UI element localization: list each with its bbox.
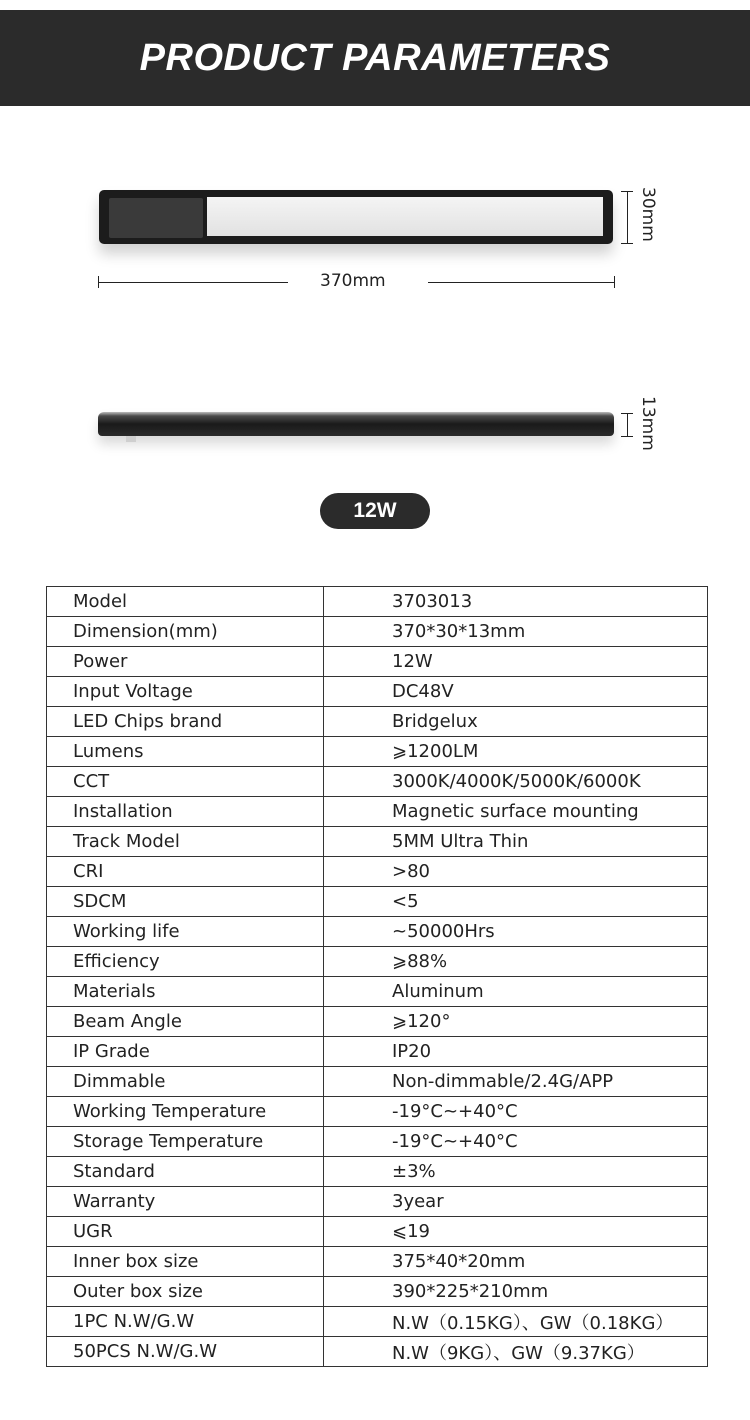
spec-label: Lumens [47,737,324,767]
header-banner [0,10,750,106]
spec-value: DC48V [324,677,708,707]
spec-value: 3year [324,1187,708,1217]
length-line-left [98,282,288,283]
length-dimension-label: 370mm [320,271,386,291]
spec-value: 390*225*210mm [324,1277,708,1307]
spec-label: Working life [47,917,324,947]
spec-value: >80 [324,857,708,887]
spec-value: 370*30*13mm [324,617,708,647]
spec-value: Aluminum [324,977,708,1007]
spec-label: Power [47,647,324,677]
spec-value: Magnetic surface mounting [324,797,708,827]
spec-value: ±3% [324,1157,708,1187]
spec-value: ⩾88% [324,947,708,977]
spec-row [47,1097,708,1127]
height-dimension-label: 30mm [638,187,658,242]
spec-label: Dimmable [47,1067,324,1097]
spec-label: Track Model [47,827,324,857]
spec-value: N.W（9KG）、GW（9.37KG） [324,1337,708,1367]
spec-row [47,887,708,917]
spec-label: Input Voltage [47,677,324,707]
thickness-dimension-label: 13mm [638,396,658,451]
spec-row [47,1217,708,1247]
spec-label: Installation [47,797,324,827]
spec-label: UGR [47,1217,324,1247]
spec-label: CRI [47,857,324,887]
spec-row [47,707,708,737]
spec-row [47,587,708,617]
spec-label: IP Grade [47,1037,324,1067]
spec-label: 50PCS N.W/G.W [47,1337,324,1367]
spec-value: -19°C~+40°C [324,1127,708,1157]
control-panel [109,198,203,238]
product-side-view [98,412,614,436]
spec-row [47,1337,708,1367]
spec-label: Standard [47,1157,324,1187]
spec-value: ⩽19 [324,1217,708,1247]
spec-table [46,586,708,1367]
spec-value: 3703013 [324,587,708,617]
spec-label: Working Temperature [47,1097,324,1127]
spec-label: Efficiency [47,947,324,977]
spec-row [47,857,708,887]
spec-label: CCT [47,767,324,797]
spec-label: Outer box size [47,1277,324,1307]
page-title: PRODUCT PARAMETERS [139,36,611,79]
length-tick-right [614,276,615,288]
spec-label: SDCM [47,887,324,917]
spec-label: Model [47,587,324,617]
spec-row [47,1187,708,1217]
spec-row [47,827,708,857]
spec-row [47,677,708,707]
spec-value: 5MM Ultra Thin [324,827,708,857]
thickness-dimension-line [627,413,628,437]
spec-row [47,617,708,647]
spec-row [47,917,708,947]
height-dimension-line [627,191,628,244]
spec-value: Bridgelux [324,707,708,737]
spec-row [47,1247,708,1277]
power-badge [320,493,430,529]
spec-row [47,1277,708,1307]
spec-value: ~50000Hrs [324,917,708,947]
spec-value: ⩾1200LM [324,737,708,767]
spec-value: 375*40*20mm [324,1247,708,1277]
spec-row [47,947,708,977]
spec-value: <5 [324,887,708,917]
spec-value: 3000K/4000K/5000K/6000K [324,767,708,797]
spec-row [47,1037,708,1067]
spec-row [47,1007,708,1037]
product-front-view [99,190,613,244]
length-line-right [428,282,615,283]
spec-value: ⩾120° [324,1007,708,1037]
spec-row [47,1307,708,1337]
spec-value: IP20 [324,1037,708,1067]
spec-label: Inner box size [47,1247,324,1277]
spec-row [47,737,708,767]
spec-value: Non-dimmable/2.4G/APP [324,1067,708,1097]
spec-label: Storage Temperature [47,1127,324,1157]
spec-row [47,1127,708,1157]
spec-label: LED Chips brand [47,707,324,737]
spec-row [47,767,708,797]
spec-value: N.W（0.15KG）、GW（0.18KG） [324,1307,708,1337]
spec-row [47,1157,708,1187]
spec-row [47,647,708,677]
spec-row [47,977,708,1007]
power-badge-label: 12W [353,499,397,522]
spec-label: Warranty [47,1187,324,1217]
spec-value: -19°C~+40°C [324,1097,708,1127]
spec-label: 1PC N.W/G.W [47,1307,324,1337]
light-diffuser [207,197,603,236]
spec-row [47,1067,708,1097]
spec-value: 12W [324,647,708,677]
spec-label: Beam Angle [47,1007,324,1037]
spec-row [47,797,708,827]
spec-label: Dimension(mm) [47,617,324,647]
connector-pin [126,436,136,442]
spec-label: Materials [47,977,324,1007]
